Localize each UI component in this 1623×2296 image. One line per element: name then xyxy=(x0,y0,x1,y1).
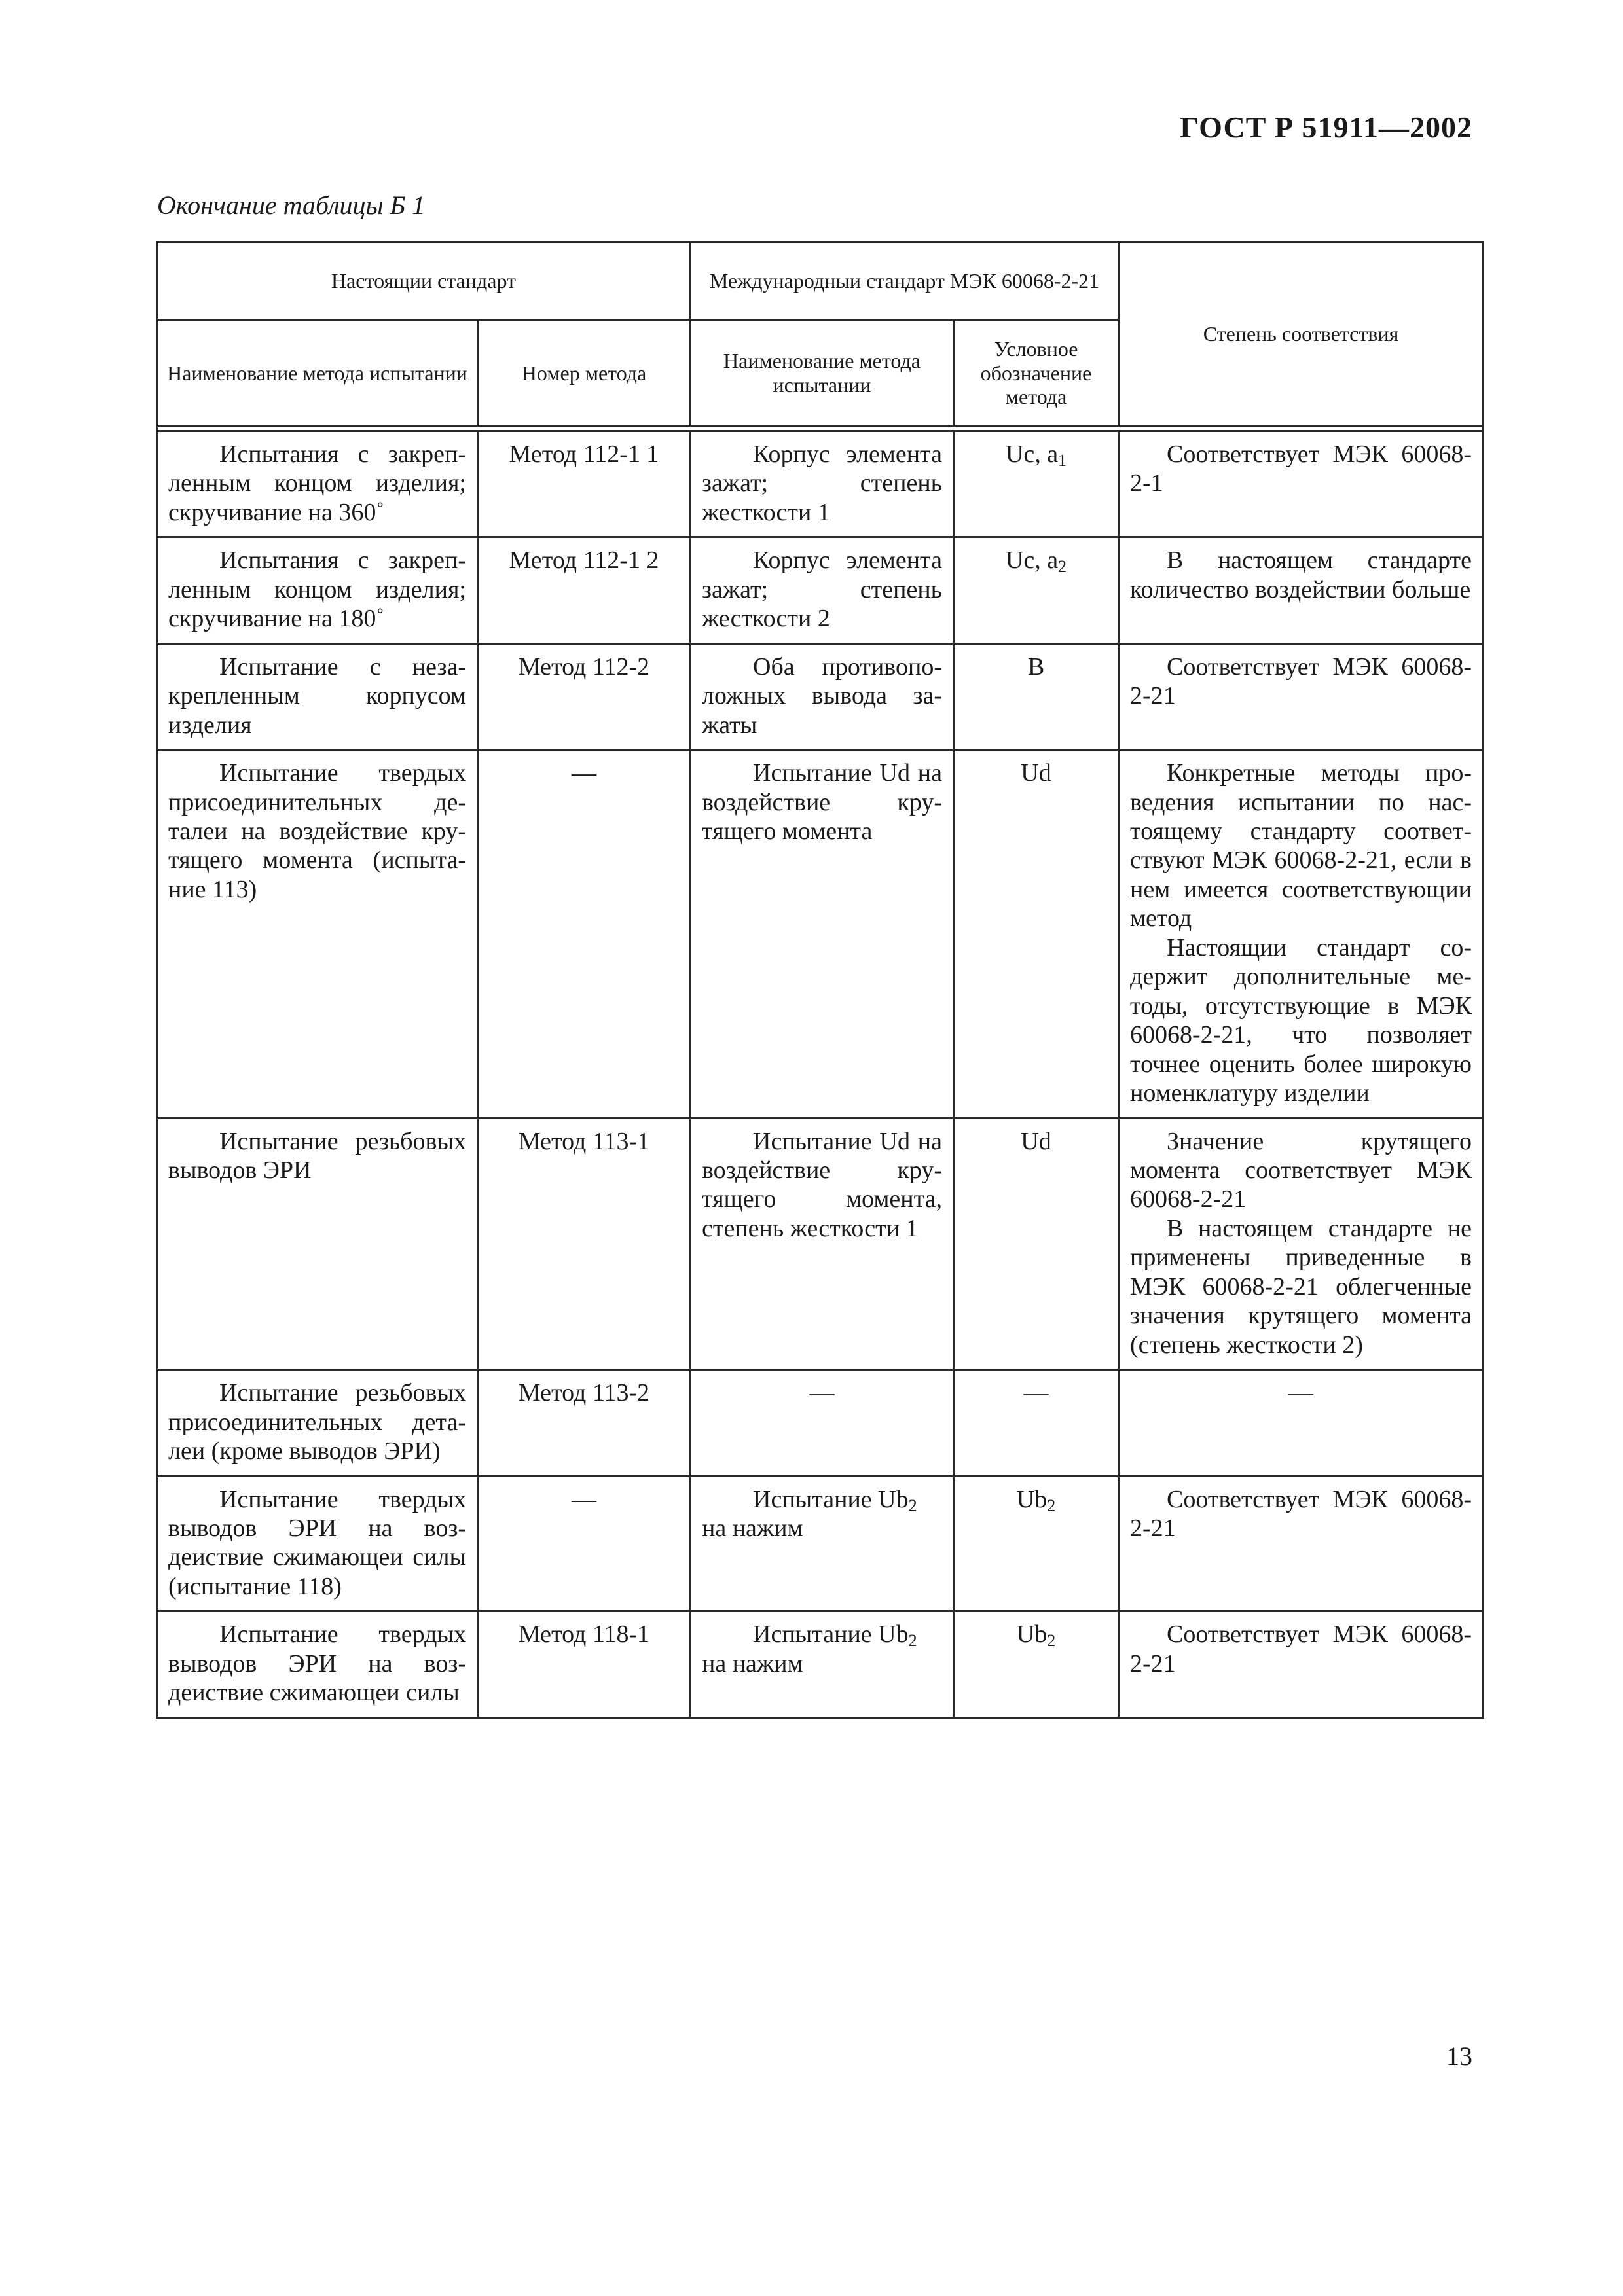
subscript: 2 xyxy=(1047,1631,1056,1651)
cell-method-designation xyxy=(954,431,1119,537)
header-separator xyxy=(157,427,1484,431)
subscript: 2 xyxy=(1047,1496,1056,1515)
cell-method-designation xyxy=(954,750,1119,1118)
intl-method-name-main: Испытание Ub xyxy=(753,1485,909,1513)
intl-method-name-main: Корпус элемента зажат; степень жесткости 2 xyxy=(702,547,942,633)
method-number-text: — xyxy=(572,1485,596,1513)
designation-text: Uc, a xyxy=(1005,547,1059,575)
intl-method-name-text xyxy=(702,440,942,527)
cell-intl-method-name xyxy=(691,431,954,537)
intl-method-name-text xyxy=(702,1485,942,1543)
cell-compliance xyxy=(1119,537,1484,643)
header-intl-method-name: Наименование метода испытании xyxy=(691,320,954,427)
intl-method-name-tail: на нажим xyxy=(702,1514,803,1542)
cell-compliance xyxy=(1119,1118,1484,1370)
intl-method-name-text xyxy=(702,759,942,846)
cell-compliance xyxy=(1119,1476,1484,1611)
cell-method-number xyxy=(478,750,691,1118)
table-row xyxy=(157,1476,1484,1611)
intl-method-name-text xyxy=(702,546,942,633)
subscript: 2 xyxy=(1058,557,1067,577)
cell-method-name xyxy=(157,643,478,749)
compliance-paragraph: Настоящии стандарт содержит дополнительные методы, отсутствующие в МЭК 60068-2-21, что позволяет точнее оценить более широкую номенклатуру изделии xyxy=(1130,933,1472,1107)
cell-method-designation xyxy=(954,1118,1119,1370)
page-number: 13 xyxy=(1446,2041,1472,2071)
intl-method-name-main: Испытание Ub xyxy=(753,1621,909,1649)
compliance-paragraph: В настоящем стандарте не применены приведенные в МЭК 60068-2-21 облегченные значения крутящего момента (степень жесткости 2) xyxy=(1130,1214,1472,1359)
table-row xyxy=(157,1118,1484,1370)
method-number-text: Метод 112-1 2 xyxy=(509,547,659,575)
intl-method-name-text xyxy=(702,1620,942,1678)
subscript: 2 xyxy=(908,1496,917,1515)
method-number-text: Метод 113-2 xyxy=(518,1379,650,1407)
designation-text: В xyxy=(1027,653,1045,681)
intl-method-name-text xyxy=(702,653,942,740)
cell-method-name xyxy=(157,1611,478,1717)
cell-method-number xyxy=(478,431,691,537)
designation-text: Uc, a xyxy=(1005,440,1059,468)
compliance-paragraph: Соответствует МЭК 60068-2-21 xyxy=(1130,653,1472,710)
table-row xyxy=(157,750,1484,1118)
table-row xyxy=(157,1370,1484,1476)
cell-intl-method-name xyxy=(691,750,954,1118)
cell-method-number xyxy=(478,537,691,643)
cell-intl-method-name xyxy=(691,1370,954,1476)
compliance-paragraph: Соответствует МЭК 60068-2-21 xyxy=(1130,1621,1472,1677)
intl-method-name-main: Испытание Ud на воздействие крутящего момента xyxy=(702,759,942,845)
cell-method-number xyxy=(478,643,691,749)
method-name-text: Испытание с незакрепленным корпусом изделия xyxy=(168,653,466,739)
header-international-standard: Международныи стандарт МЭК 60068-2-21 xyxy=(691,242,1119,320)
cell-compliance xyxy=(1119,1370,1484,1476)
compliance-paragraph: Конкретные методы проведения испытании по настоящему стандарту соответствуют МЭК 60068-2-21, если в нем имеется соответствующии метод xyxy=(1130,759,1472,933)
cell-method-name xyxy=(157,1118,478,1370)
cell-method-number xyxy=(478,1611,691,1717)
cell-compliance xyxy=(1119,643,1484,749)
table-row xyxy=(157,431,1484,537)
intl-method-name-text xyxy=(702,1127,942,1244)
cell-method-name xyxy=(157,1370,478,1476)
intl-method-name-text xyxy=(702,1378,942,1407)
table-header xyxy=(157,242,1484,431)
cell-method-name xyxy=(157,750,478,1118)
cell-compliance xyxy=(1119,1611,1484,1717)
method-name-text: Испытание резьбовых присоединительных деталеи (кроме выводов ЭРИ) xyxy=(168,1379,466,1465)
cell-method-designation xyxy=(954,537,1119,643)
cell-method-designation xyxy=(954,1611,1119,1717)
compliance-paragraph: — xyxy=(1288,1379,1313,1407)
table-row xyxy=(157,1611,1484,1717)
cell-compliance xyxy=(1119,750,1484,1118)
cell-compliance xyxy=(1119,431,1484,537)
method-number-text: Метод 112-1 1 xyxy=(509,440,659,468)
method-number-text: Метод 118-1 xyxy=(518,1621,650,1649)
subscript: 2 xyxy=(908,1631,917,1651)
designation-text: — xyxy=(1023,1379,1049,1407)
table-row xyxy=(157,537,1484,643)
header-current-standard: Настоящии стандарт xyxy=(157,242,691,320)
header-method-number: Номер метода xyxy=(478,320,691,427)
intl-method-name-main: Испытание Ud на воздействие крутящего момента, степень жесткости 1 xyxy=(702,1127,942,1242)
method-name-text: Испытания с закрепленным концом изделия; скручивание на 180˚ xyxy=(168,547,466,633)
subscript: 1 xyxy=(1058,451,1067,470)
compliance-paragraph: Значение крутящего момента соответствует МЭК 60068-2-21 xyxy=(1130,1127,1472,1213)
table-body xyxy=(157,431,1484,1718)
intl-method-name-tail: на нажим xyxy=(702,1649,803,1677)
method-name-text: Испытание твердых присоединительных деталеи на воздействие крутящего момента (испытание 113) xyxy=(168,759,466,903)
cell-intl-method-name xyxy=(691,1118,954,1370)
designation-text: Ub xyxy=(1016,1485,1048,1513)
comparison-table xyxy=(156,241,1484,1719)
method-number-text: Метод 112-2 xyxy=(518,653,650,681)
cell-intl-method-name xyxy=(691,537,954,643)
designation-text: Ud xyxy=(1021,759,1051,787)
intl-method-name-main: — xyxy=(809,1379,835,1407)
compliance-paragraph: Соответствует МЭК 60068-2-21 xyxy=(1130,1485,1472,1542)
header-method-designation: Условное обозначение метода xyxy=(954,320,1119,427)
method-name-text: Испытание твердых выводов ЭРИ на воздеиствие сжимающеи силы xyxy=(168,1621,466,1707)
intl-method-name-main: Оба противоположных вывода зажаты xyxy=(702,653,942,739)
compliance-paragraph: Соответствует МЭК 60068-2-1 xyxy=(1130,440,1472,497)
method-number-text: Метод 113-1 xyxy=(518,1127,650,1155)
cell-method-designation xyxy=(954,643,1119,749)
intl-method-name-main: Корпус элемента зажат; степень жесткости 1 xyxy=(702,440,942,526)
cell-method-name xyxy=(157,537,478,643)
cell-intl-method-name xyxy=(691,1611,954,1717)
method-number-text: — xyxy=(572,759,596,787)
cell-method-designation xyxy=(954,1370,1119,1476)
document-code: ГОСТ Р 51911—2002 xyxy=(1180,111,1472,144)
cell-intl-method-name xyxy=(691,1476,954,1611)
designation-text: Ud xyxy=(1021,1127,1051,1155)
cell-intl-method-name xyxy=(691,643,954,749)
compliance-paragraph: В настоящем стандарте количество воздействии больше xyxy=(1130,547,1472,603)
header-compliance: Степень соответствия xyxy=(1119,242,1484,427)
method-name-text: Испытание резьбовых выводов ЭРИ xyxy=(168,1127,466,1184)
table-row xyxy=(157,643,1484,749)
cell-method-designation xyxy=(954,1476,1119,1611)
cell-method-name xyxy=(157,1476,478,1611)
cell-method-number xyxy=(478,1118,691,1370)
cell-method-number xyxy=(478,1370,691,1476)
designation-text: Ub xyxy=(1016,1621,1048,1649)
cell-method-name xyxy=(157,431,478,537)
header-method-name: Наименование метода испытании xyxy=(157,320,478,427)
method-name-text: Испытание твердых выводов ЭРИ на воздеиствие сжимающеи силы (испытание 118) xyxy=(168,1485,466,1600)
method-name-text: Испытания с закрепленным концом изделия; скручивание на 360˚ xyxy=(168,440,466,526)
table-caption: Окончание таблицы Б 1 xyxy=(157,190,426,220)
cell-method-number xyxy=(478,1476,691,1611)
